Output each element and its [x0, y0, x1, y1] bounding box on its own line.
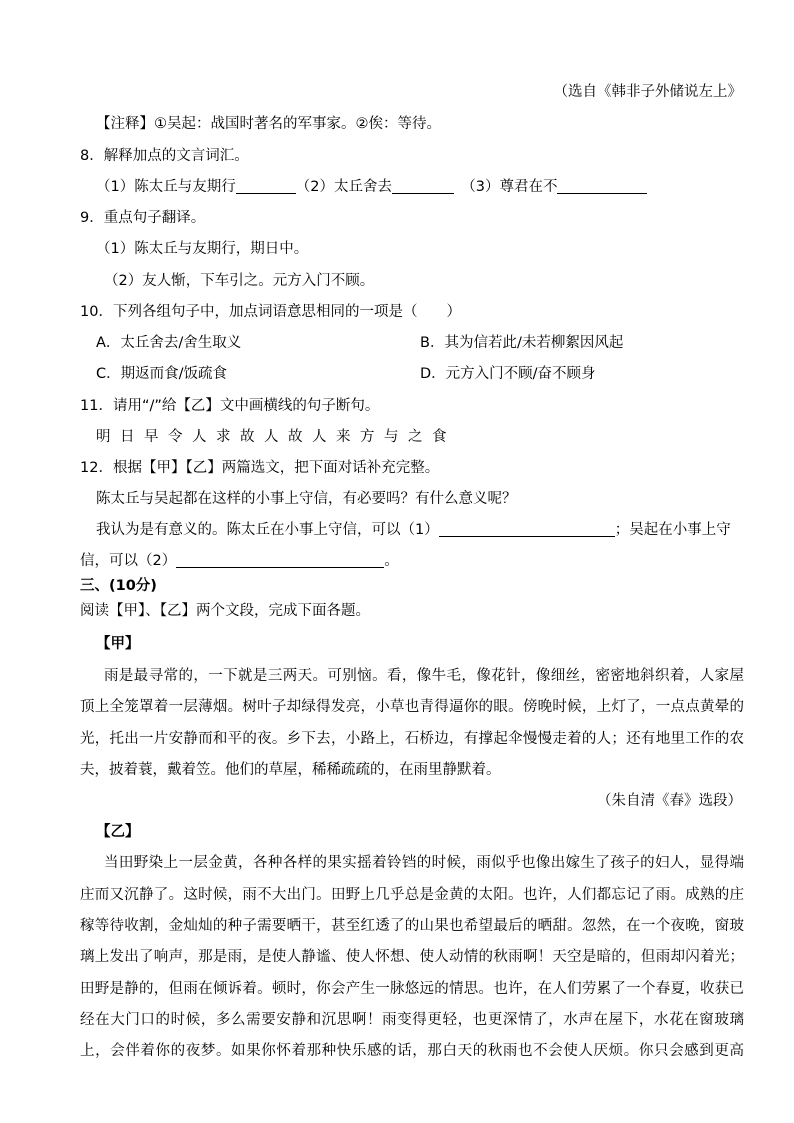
q10-option-b: B．其为信若此/未若柳絮因风起	[420, 335, 624, 351]
q12-answer-line-2	[80, 551, 399, 571]
section-3-intro: 阅读【甲】、【乙】两个文段，完成下面各题。	[80, 603, 370, 619]
q8-item-2: （2）太丘舍去	[295, 179, 392, 195]
passage-jia-line: 顶上全笼罩着一层薄烟。树叶子却绿得发亮，小草也青得逼你的眼。傍晚时候，上灯了，一点点黄晕的	[80, 699, 744, 715]
question-11-title: 11．请用“/”给【乙】文中画横线的句子断句。	[80, 398, 380, 414]
q10-option-d: D．元方入门不顾/奋不顾身	[420, 366, 596, 382]
passage-yi-line: 田野是静的，但雨在倾诉着。顿时，你会产生一脉悠远的情思。也许，在人们劳累了一个春夏，收获已	[80, 981, 744, 997]
question-8-items	[96, 177, 647, 197]
q8-item-3: （3）尊君在不	[468, 179, 558, 195]
q12-question: 陈太丘与吴起都在这样的小事上守信，有必要吗？有什么意义呢？	[96, 491, 517, 507]
question-9-item-1: （1）陈太丘与友期行，期日中。	[96, 241, 309, 257]
passage-jia-source: （朱自清《春》选段）	[597, 793, 742, 809]
q8-answer-blank-1[interactable]	[236, 178, 296, 194]
q12-answer-part-c: 信，可以（2）	[80, 553, 177, 569]
question-10-title: 10．下列各组句子中，加点词语意思相同的一项是（ ）	[80, 304, 461, 320]
passage-yi-line: 璃上发出了响声，那是雨，是使人静谧、使人怀想、使人动情的秋雨啊！天空是暗的，但雨却闪着光；	[80, 949, 744, 965]
q12-answer-blank-1[interactable]	[439, 521, 615, 537]
passage-yi-line: 上，会伴着你的夜梦。如果你怀着那种快乐感的话，那白天的秋雨也不会使人厌烦。你只会感到更高	[80, 1043, 744, 1059]
question-9-item-2: （2）友人惭，下车引之。元方入门不顾。	[104, 273, 375, 289]
q12-answer-line-1	[96, 520, 731, 540]
passage-yi-line: 稼等待收割，金灿灿的种子需要晒干，甚至红透了的山果也希望最后的晒甜。忽然，在一个夜晚，窗玻	[80, 918, 744, 934]
q12-answer-part-a: 我认为是有意义的。陈太丘在小事上守信，可以（1）	[96, 522, 439, 538]
passage-yi-line: 经在大门口的时候，多么需要安静和沉思啊！雨变得更轻，也更深情了，水声在屋下，水花在窗玻璃	[80, 1012, 744, 1028]
q12-answer-blank-2[interactable]	[176, 552, 384, 568]
annotation-note: 【注释】①吴起：战国时著名的军事家。②俟：等待。	[96, 116, 441, 132]
q8-answer-blank-2[interactable]	[392, 178, 454, 194]
q10-option-a: A．太丘舍去/舍生取义	[96, 335, 242, 351]
section-3-title: 三、(10分)	[80, 578, 157, 594]
passage-jia-label: 【甲】	[96, 636, 140, 652]
source-citation: （选自《韩非子外储说左上》	[553, 84, 742, 100]
q10-option-c: C．期返而食/饭疏食	[96, 366, 228, 382]
passage-yi-label: 【乙】	[96, 824, 140, 840]
passage-yi-line: 庄而又沉静了。这时候，雨不大出门。田野上几乎总是金黄的太阳。也许，人们都忘记了雨。成熟的庄	[80, 887, 744, 903]
passage-jia-line: 夫，披着蓑，戴着笠。他们的草屋，稀稀疏疏的，在雨里静默着。	[80, 762, 501, 778]
q8-item-1: （1）陈太丘与友期行	[96, 179, 236, 195]
passage-jia-line: 雨是最寻常的，一下就是三两天。可别恼。看，像牛毛，像花针，像细丝，密密地斜织着，人家屋	[104, 668, 744, 684]
q8-answer-blank-3[interactable]	[557, 178, 647, 194]
passage-jia-line: 光，托出一片安静而和平的夜。乡下去，小路上，石桥边，有撑起伞慢慢走着的人；还有地里工作的农	[80, 731, 744, 747]
q12-answer-end: 。	[384, 553, 399, 569]
q12-answer-part-b: ；吴起在小事上守	[614, 522, 731, 538]
question-8-title: 8．解释加点的文言词汇。	[80, 148, 249, 164]
passage-yi-line: 当田野染上一层金黄，各种各样的果实摇着铃铛的时候，雨似乎也像出嫁生了孩子的妇人，显得端	[104, 855, 744, 871]
question-9-title: 9．重点句子翻译。	[80, 210, 206, 226]
question-12-title: 12．根据【甲】【乙】两篇选文，把下面对话补充完整。	[80, 460, 440, 476]
q11-sentence: 明日早令人求故人故人来方与之食	[96, 429, 456, 445]
